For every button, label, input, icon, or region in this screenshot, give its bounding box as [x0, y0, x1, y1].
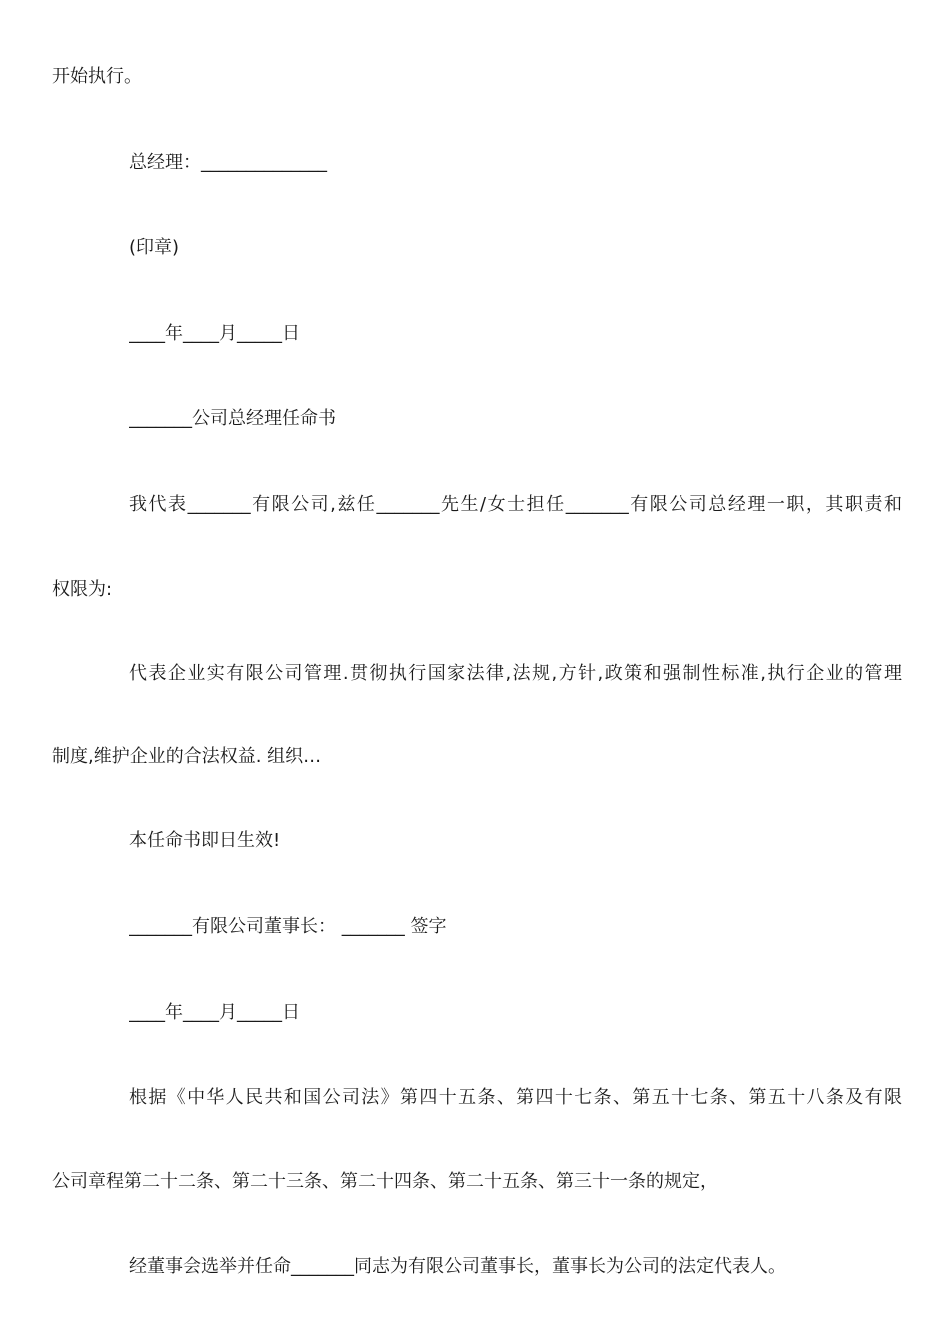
date-line: ____年____月_____日 [129, 323, 300, 344]
legal-basis-line-2: 公司章程第二十二条、第二十三条、第二十四条、第二十五条、第三十一条的规定， [52, 1171, 718, 1192]
appointment-title: _______公司总经理任命书 [129, 408, 336, 429]
appointment-paragraph-line-1: 我代表_______有限公司,兹任_______先生/女士担任_______有限公司总经理一职，其职责和 [129, 494, 902, 515]
chairman-signature-line: _______有限公司董事长： _______ 签字 [129, 916, 447, 937]
appointment-paragraph-line-2: 权限为: [52, 579, 113, 600]
duties-paragraph-line-2: 制度,维护企业的合法权益. 组织… [52, 746, 322, 767]
date-line-2: ____年____月_____日 [129, 1002, 300, 1023]
board-appointment-line: 经董事会选举并任命_______同志为有限公司董事长，董事长为公司的法定代表人。 [129, 1256, 786, 1277]
legal-basis-line-1: 根据《中华人民共和国公司法》第四十五条、第四十七条、第五十七条、第五十八条及有限 [129, 1087, 902, 1108]
seal-label: (印章) [129, 237, 180, 258]
text-line-continuation: 开始执行。 [52, 66, 142, 87]
effective-statement: 本任命书即日生效! [129, 830, 281, 851]
general-manager-signature-line: 总经理：______________ [129, 152, 327, 173]
duties-paragraph-line-1: 代表企业实有限公司管理.贯彻执行国家法律,法规,方针,政策和强制性标准,执行企业的管理 [129, 663, 902, 684]
